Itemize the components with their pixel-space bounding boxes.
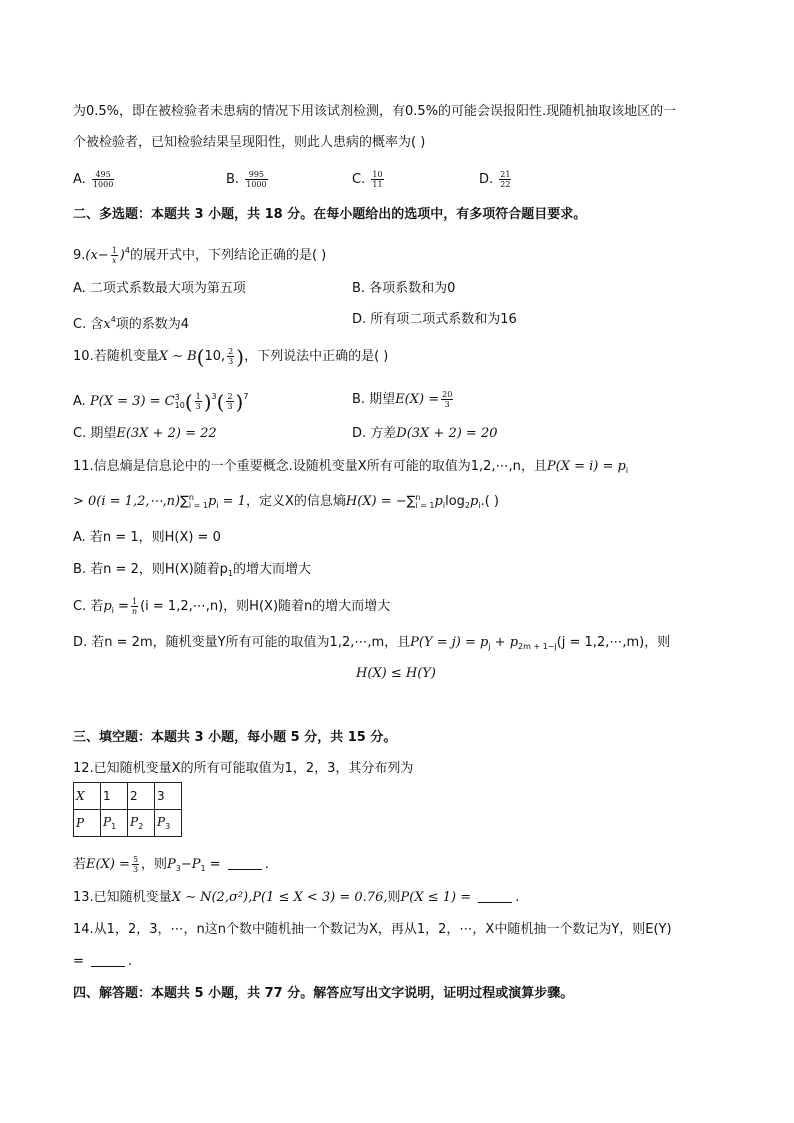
table-cell: 2 bbox=[128, 783, 155, 810]
table-row bbox=[74, 783, 182, 810]
q11-line2: > 0(i = 1,2,⋯,n)∑ n i = 1 $p_i = 1$，定义X的信息熵H(X) = −∑ n i = 1 $p_i\log_2p_i$.( ) bbox=[73, 492, 499, 510]
q8-option-c bbox=[352, 170, 386, 189]
table-cell: P bbox=[74, 810, 101, 837]
q13-stem: 13.已知随机变量X ∼ N(2,σ²),P(1 ≤ X < 3) = 0.76,则P(X ≤ 1) = . bbox=[73, 890, 520, 905]
fraction: $\frac{995}{1000}$ bbox=[246, 170, 267, 189]
q9-option-a: A. 二项式系数最大项为第五项 bbox=[73, 281, 246, 296]
fraction: $\frac{5}{3}$ bbox=[132, 855, 139, 874]
q10-stem: 10.若随机变量X ∼ B(10, $\frac{2}{3}$ )，下列说法中正确的是( ) bbox=[73, 345, 389, 369]
answer-blank[interactable] bbox=[478, 890, 512, 903]
fraction: $\frac{2}{3}$ bbox=[227, 392, 233, 411]
table-row bbox=[74, 810, 182, 837]
q10-option-a: A. P(X = 3) = C 3 10 ( $\frac{1}{3}$ )$^3$( $\frac{2}{3}$ )$^7$ bbox=[73, 390, 249, 414]
fraction: $\frac{495}{1000}$ bbox=[92, 170, 114, 189]
table-cell: 3 bbox=[155, 783, 182, 810]
section-3-heading: 三、填空题：本题共 3 小题，每小题 5 分，共 15 分。 bbox=[73, 730, 397, 745]
q8-option-b bbox=[226, 170, 270, 189]
q8-line2: 个被检验者，已知检验结果呈现阳性，则此人患病的概率为( ) bbox=[73, 135, 426, 150]
q9-option-d: D. 所有项二项式系数和为16 bbox=[352, 312, 517, 327]
q11-line1: 11.信息熵是信息论中的一个重要概念.设随机变量X所有可能的取值为1,2,⋯,n，且$P(X = i) = p_i$ bbox=[73, 459, 629, 475]
q11-option-b: B. 若n = 2，则H(X)随着$p_1$的增大而增大 bbox=[73, 562, 312, 578]
fraction: $\frac{21}{22}$ bbox=[500, 170, 511, 189]
section-2-heading: 二、多选题：本题共 3 小题，共 18 分。在每小题给出的选项中，有多项符合题目要求。 bbox=[73, 207, 587, 222]
q14-line2: = . bbox=[73, 954, 133, 969]
q9-option-b: B. 各项系数和为0 bbox=[352, 281, 456, 296]
table-cell: X bbox=[74, 783, 101, 810]
fraction: $\frac{1}{x}$ bbox=[111, 246, 117, 265]
fraction: $\frac{10}{11}$ bbox=[372, 170, 383, 189]
q12-condition: 若E(X) = $\frac{5}{3}$ ，则$P_3-P_1$ = . bbox=[73, 855, 269, 874]
fraction: $\frac{2}{3}$ bbox=[228, 347, 234, 366]
q11-option-c: C. 若$p_i$ = $\frac{1}{n}$ (i = 1,2,⋯,n)，则H(X)随着n的增大而增大 bbox=[73, 597, 391, 616]
answer-blank[interactable] bbox=[91, 954, 125, 967]
option-label: C. bbox=[352, 172, 366, 187]
q10-option-d: D. 方差D(3X + 2) = 20 bbox=[352, 426, 498, 441]
q9-stem: 9.(x− $\frac{1}{x}$ )$^4$的展开式中，下列结论正确的是( ) bbox=[73, 246, 327, 265]
q12-stem: 12.已知随机变量X的所有可能取值为1，2，3，其分布列为 bbox=[73, 761, 414, 776]
option-label: B. bbox=[226, 172, 240, 187]
answer-blank[interactable] bbox=[228, 857, 262, 870]
distribution-table bbox=[73, 782, 182, 837]
q10-option-c: C. 期望E(3X + 2) = 22 bbox=[73, 426, 217, 441]
fraction: $\frac{20}{3}$ bbox=[442, 390, 453, 409]
q11-option-d-line2: H(X) ≤ H(Y) bbox=[356, 666, 436, 681]
section-4-heading: 四、解答题：本题共 5 小题，共 77 分。解答应写出文字说明，证明过程或演算步骤。 bbox=[73, 986, 574, 1001]
table-cell: 1 bbox=[101, 783, 128, 810]
table-cell: $P_1$ bbox=[101, 810, 128, 837]
q10-option-b: B. 期望E(X) = $\frac{20}{3}$ bbox=[352, 390, 453, 409]
q11-option-d: D. 若n = 2m，随机变量Y所有可能的取值为1,2,⋯,m，且$P(Y = j) = p_j + p_{2m + 1-j}(j$ = 1,2,⋯,m)，则 bbox=[73, 635, 671, 651]
q9-option-c: C. 含$x^4$项的系数为4 bbox=[73, 315, 190, 332]
q11-option-a: A. 若n = 1，则H(X) = 0 bbox=[73, 530, 221, 545]
option-label: D. bbox=[479, 172, 494, 187]
option-label: A. bbox=[73, 172, 86, 187]
q8-option-a bbox=[73, 170, 116, 189]
q8-line1: 为0.5%，即在被检验者未患病的情况下用该试剂检测，有0.5%的可能会误报阳性.现随机抽取该地区的一 bbox=[73, 104, 677, 119]
fraction: $\frac{1}{n}$ bbox=[131, 597, 138, 616]
table-cell: $P_2$ bbox=[128, 810, 155, 837]
fraction: $\frac{1}{3}$ bbox=[195, 392, 201, 411]
q8-option-d bbox=[479, 170, 513, 189]
q14-line1: 14.从1，2，3，⋯，n这n个数中随机抽一个数记为X，再从1，2，⋯，X中随机抽一个数记为Y，则E(Y) bbox=[73, 922, 672, 937]
table-cell: $P_3$ bbox=[155, 810, 182, 837]
